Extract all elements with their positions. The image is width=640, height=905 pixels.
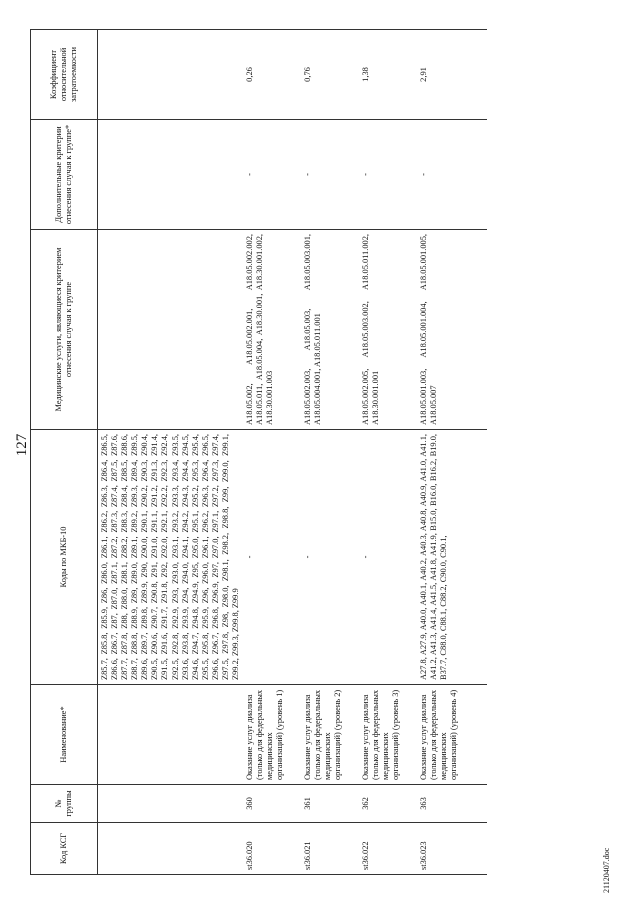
- cell-group-no: 360: [243, 785, 301, 823]
- table-row: [359, 30, 417, 875]
- cell-mkb: -: [359, 430, 417, 685]
- cell-extra: -: [301, 120, 359, 230]
- cell-name: Оказание услуг диализа (только для федеральных медицинских организаций) (уровень 4): [417, 685, 487, 785]
- page-number: 127: [14, 433, 30, 457]
- cell-coef: 1,38: [359, 30, 417, 120]
- cell-name: [98, 685, 244, 785]
- cell-group-no: 363: [417, 785, 487, 823]
- cell-code: st36.022: [359, 823, 417, 875]
- header-name: Наименование*: [31, 685, 98, 785]
- cell-services: A18.05.002.003, A18.05.003, A18.05.003.001, A18.05.004.001, A18.05.011.001: [301, 230, 359, 430]
- header-code: Код КСГ: [31, 823, 98, 875]
- cell-mkb: -: [243, 430, 301, 685]
- cell-mkb: A27.8, A27.9, A40.0, A40.1, A40.2, A40.3, A40.8, A40.9, A41.0, A41.1, A41.2, A41.3, A41.4, A41.5, A41.8, A41.9, B15.0, B16.0, B16.2, B19.0, B37.7, C88.0, C88.1, C88.2, C90.0, C90.1,: [417, 430, 487, 685]
- table-row: [98, 30, 244, 875]
- cell-services: A18.05.001.003, A18.05.001.004, A18.05.001.005, A18.05.007: [417, 230, 487, 430]
- cell-name: Оказание услуг диализа (только для федеральных медицинских организаций) (уровень 3): [359, 685, 417, 785]
- cell-group-no: 362: [359, 785, 417, 823]
- cell-coef: [98, 30, 244, 120]
- cell-coef: 0,26: [243, 30, 301, 120]
- cell-name: Оказание услуг диализа (только для федеральных медицинских организаций) (уровень 1): [243, 685, 301, 785]
- cell-coef: 0,76: [301, 30, 359, 120]
- cell-extra: -: [417, 120, 487, 230]
- cell-code: st36.021: [301, 823, 359, 875]
- table-row: [243, 30, 301, 875]
- cell-mkb: Z85.7, Z85.8, Z85.9, Z86, Z86.0, Z86.1, Z86.2, Z86.3, Z86.4, Z86.5, Z86.6, Z86.7, Z87, Z87.0, Z87.1, Z87.2, Z87.3, Z87.4, Z87.5, Z87.6, Z87.7, Z87.8, Z88, Z88.0, Z88.1, Z88.2, Z88.3, Z88.4, Z88.5, Z88.6, Z88.7, Z88.8, Z88.9, Z89, Z89.0, Z89.1, Z89.2, Z89.3, Z89.4, Z89.5, Z89.6, Z89.7, Z89.8, Z89.9, Z90, Z90.0, Z90.1, Z90.2, Z90.3, Z90.4, Z90.5, Z90.6, Z90.7, Z90.8, Z91, Z91.0, Z91.1, Z91.2, Z91.3, Z91.4, Z91.5, Z91.6, Z91.7, Z91.8, Z92, Z92.0, Z92.1, Z92.2, Z92.3, Z92.4, Z92.5, Z92.8, Z92.9, Z93, Z93.0, Z93.1, Z93.2, Z93.3, Z93.4, Z93.5, Z93.6, Z93.8, Z93.9, Z94, Z94.0, Z94.1, Z94.2, Z94.3, Z94.4, Z94.5, Z94.6, Z94.7, Z94.8, Z94.9, Z95, Z95.0, Z95.1, Z95.2, Z95.3, Z95.4, Z95.5, Z95.8, Z95.9, Z96, Z96.0, Z96.1, Z96.2, Z96.3, Z96.4, Z96.5, Z96.6, Z96.7, Z96.8, Z96.9, Z97, Z97.0, Z97.1, Z97.2, Z97.3, Z97.4, Z97.5, Z97.8, Z98, Z98.0, Z98.1, Z98.2, Z98.8, Z99, Z99.0, Z99.1, Z99.2, Z99.3, Z99.8, Z99.9: [98, 430, 244, 685]
- document-id: 21120407.doc: [602, 847, 611, 893]
- table-row: [417, 30, 487, 875]
- cell-extra: -: [359, 120, 417, 230]
- header-mkb: Коды по МКБ-10: [31, 430, 98, 685]
- header-group-no: № группы: [31, 785, 98, 823]
- cell-name: Оказание услуг диализа (только для федеральных медицинских организаций) (уровень 2): [301, 685, 359, 785]
- header-services: Медицинские услуги, являющиеся критерием отнесения случая к группе: [31, 230, 98, 430]
- cell-services: [98, 230, 244, 430]
- cell-services: A18.05.002.005, A18.05.003.002, A18.05.011.002, A18.30.001.001: [359, 230, 417, 430]
- cell-code: st36.023: [417, 823, 487, 875]
- header-coef: Коэффициент относительной затратоемкости: [31, 30, 98, 120]
- table-header-row: [31, 30, 98, 875]
- cell-code: [98, 823, 244, 875]
- cell-extra: -: [243, 120, 301, 230]
- cell-coef: 2,91: [417, 30, 487, 120]
- table-row: [301, 30, 359, 875]
- cell-services: A18.05.002, A18.05.002.001, A18.05.002.002, A18.05.011, A18.05.004, A18.30.001, A18.30.001.002, A18.30.001.003: [243, 230, 301, 430]
- ksg-table: [30, 29, 487, 875]
- cell-group-no: [98, 785, 244, 823]
- cell-mkb: -: [301, 430, 359, 685]
- cell-code: st36.020: [243, 823, 301, 875]
- header-extra: Дополнительные критерии отнесения случая к группе*: [31, 120, 98, 230]
- cell-extra: [98, 120, 244, 230]
- cell-group-no: 361: [301, 785, 359, 823]
